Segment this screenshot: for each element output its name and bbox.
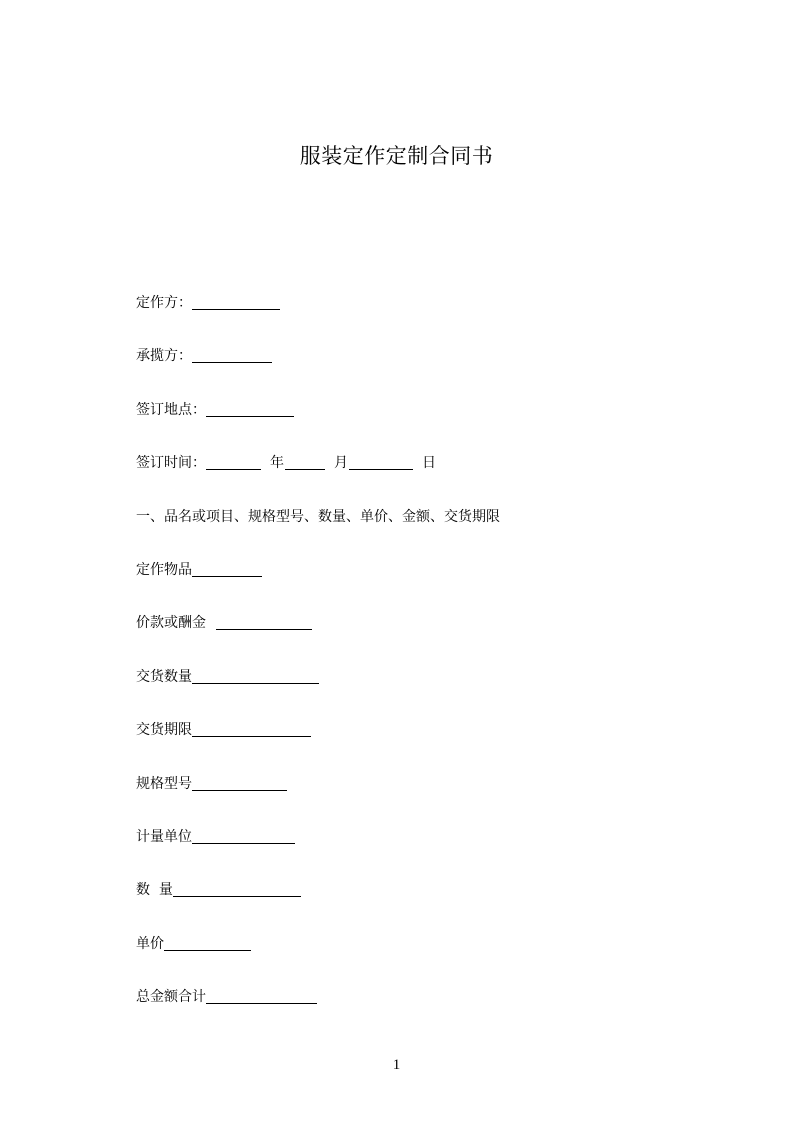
spec-model-blank[interactable]: [192, 774, 287, 791]
total-amount-label: 总金额合计: [136, 989, 206, 1006]
contract-fields: [136, 287, 696, 1034]
contractor-label: 承揽方：: [136, 348, 192, 365]
signing-time-label: 签订时间：: [136, 455, 206, 472]
price-label: 价款或酬金: [136, 615, 206, 632]
unit-price-row: [136, 928, 696, 954]
spec-model-label: 规格型号: [136, 775, 192, 792]
signing-place-blank[interactable]: [206, 400, 294, 417]
day-label: 日: [422, 455, 436, 472]
unit-price-blank[interactable]: [164, 934, 251, 951]
unit-price-label: 单价: [136, 935, 164, 952]
page-number: 1: [392, 1057, 401, 1073]
delivery-period-blank[interactable]: [192, 720, 311, 737]
section-one-row: [136, 501, 696, 527]
item-label: 定作物品: [136, 561, 192, 578]
orderer-label: 定作方：: [136, 295, 192, 311]
unit-of-measure-blank[interactable]: [192, 827, 295, 844]
unit-of-measure-label: 计量单位: [136, 828, 192, 845]
orderer-row: [136, 287, 696, 313]
quantity-label: 数 量: [136, 882, 173, 899]
delivery-quantity-label: 交货数量: [136, 668, 192, 685]
delivery-quantity-row: [136, 661, 696, 687]
document-title: 服装定作定制合同书: [299, 144, 494, 168]
year-blank[interactable]: [206, 453, 261, 470]
signing-time-row: [136, 447, 696, 473]
signing-place-label: 签订地点：: [136, 401, 206, 418]
day-blank[interactable]: [349, 453, 413, 470]
item-row: [136, 554, 696, 580]
quantity-blank[interactable]: [173, 880, 301, 897]
orderer-blank[interactable]: [192, 293, 280, 310]
delivery-period-label: 交货期限: [136, 722, 192, 739]
section-one-heading: 一、品名或项目、规格型号、数量、单价、金额、交货期限: [136, 508, 500, 525]
total-amount-blank[interactable]: [206, 987, 317, 1004]
delivery-period-row: [136, 714, 696, 740]
signing-place-row: [136, 394, 696, 420]
contractor-row: [136, 340, 696, 366]
price-blank[interactable]: [216, 613, 312, 630]
total-amount-row: [136, 981, 696, 1007]
year-label: 年: [270, 455, 284, 472]
quantity-row: [136, 874, 696, 900]
month-label: 月: [334, 455, 348, 472]
unit-of-measure-row: [136, 821, 696, 847]
item-blank[interactable]: [192, 560, 262, 577]
delivery-quantity-blank[interactable]: [192, 667, 319, 684]
contractor-blank[interactable]: [192, 346, 272, 363]
month-blank[interactable]: [285, 453, 325, 470]
price-row: [136, 607, 696, 633]
spec-model-row: [136, 768, 696, 794]
